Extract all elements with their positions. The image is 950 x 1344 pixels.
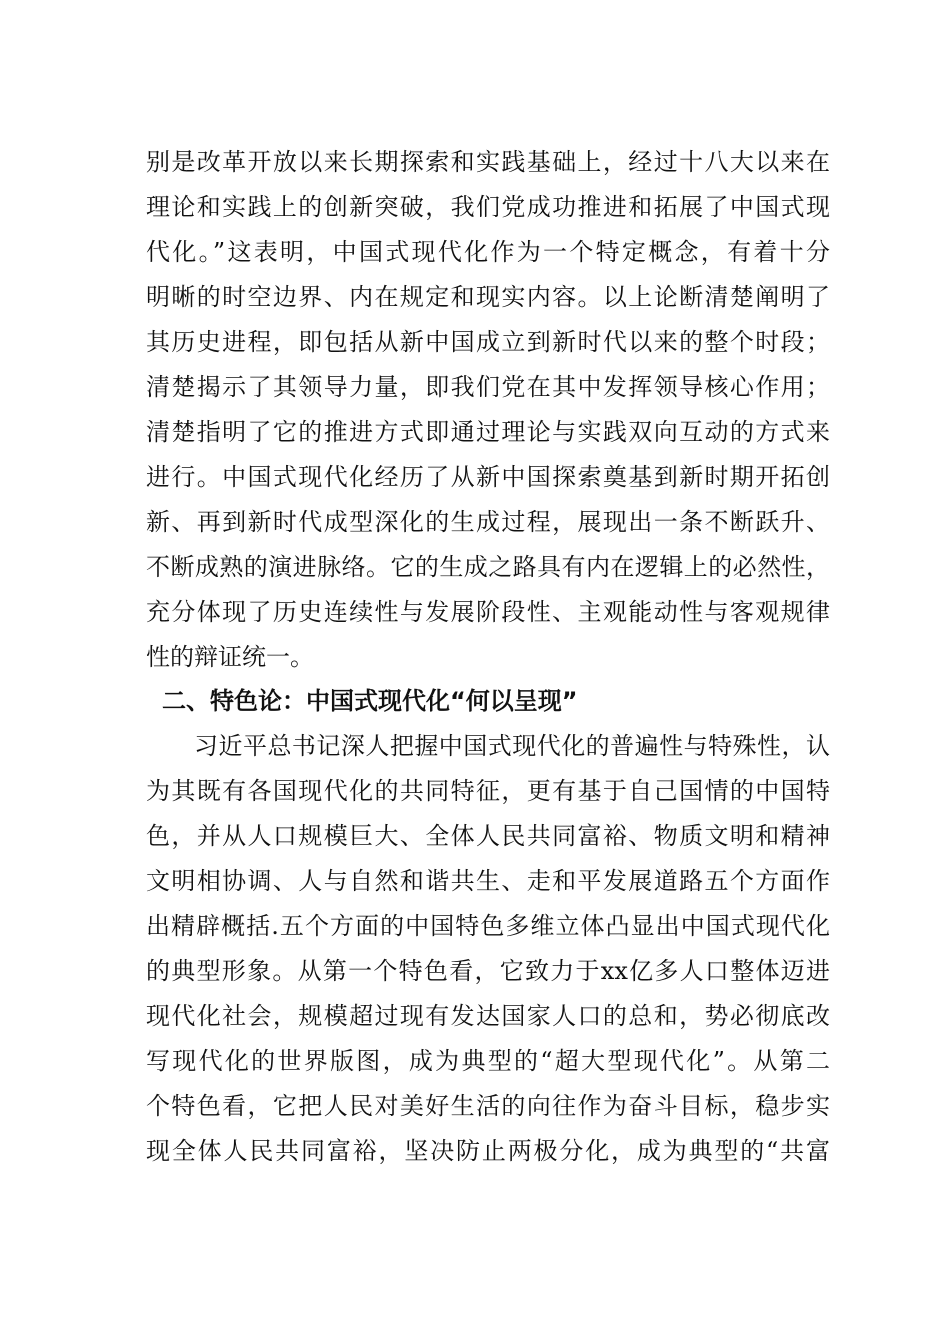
paragraph-line: 个特色看，它把人民对美好生活的向往作为奋斗目标，稳步实	[146, 1092, 830, 1120]
paragraph-line: 习近平总书记深人把握中国式现代化的普遍性与特殊性，认	[194, 732, 830, 760]
paragraph-line: 现全体人民共同富裕，坚决防止两极分化，成为典型的“共富	[146, 1137, 830, 1165]
paragraph-line: 明晰的时空边界、内在规定和现实内容。以上论断清楚阐明了	[146, 283, 830, 311]
paragraph-line: 清楚揭示了其领导力量，即我们党在其中发挥领导核心作用；	[146, 373, 830, 401]
paragraph-line: 别是改革开放以来长期探索和实践基础上，经过十八大以来在	[146, 148, 830, 176]
paragraph-line: 的典型形象。从第一个特色看，它致力于xx亿多人口整体迈进	[146, 957, 830, 985]
paragraph-line: 出精辟概括.五个方面的中国特色多维立体凸显出中国式现代化	[146, 912, 830, 940]
paragraph-line: 文明相协调、人与自然和谐共生、走和平发展道路五个方面作	[146, 867, 830, 895]
paragraph-line: 新、再到新时代成型深化的生成过程，展现出一条不断跃升、	[146, 508, 830, 536]
paragraph-line: 不断成熟的演进脉络。它的生成之路具有内在逻辑上的必然性，	[146, 553, 830, 581]
paragraph-line: 清楚指明了它的推进方式即通过理论与实践双向互动的方式来	[146, 418, 830, 446]
paragraph-line: 现代化社会，规模超过现有发达国家人口的总和，势必彻底改	[146, 1002, 830, 1030]
section-heading: 二、特色论：中国式现代化“何以呈现”	[162, 687, 578, 715]
paragraph-line: 充分体现了历史连续性与发展阶段性、主观能动性与客观规律	[146, 598, 830, 626]
paragraph-line: 性的辩证统一。	[146, 643, 314, 671]
paragraph-line: 进行。中国式现代化经历了从新中国探索奠基到新时期开拓创	[146, 463, 830, 491]
paragraph-line: 写现代化的世界版图，成为典型的“超大型现代化”。从第二	[146, 1047, 830, 1075]
paragraph-line: 理论和实践上的创新突破，我们党成功推进和拓展了中国式现	[146, 193, 830, 221]
paragraph-line: 为其既有各国现代化的共同特征，更有基于自己国情的中国特	[146, 777, 830, 805]
paragraph-line: 代化。”这表明，中国式现代化作为一个特定概念，有着十分	[146, 238, 830, 266]
paragraph-line: 其历史进程，即包括从新中国成立到新时代以来的整个时段；	[146, 328, 830, 356]
paragraph-line: 色，并从人口规模巨大、全体人民共同富裕、物质文明和精神	[146, 822, 830, 850]
